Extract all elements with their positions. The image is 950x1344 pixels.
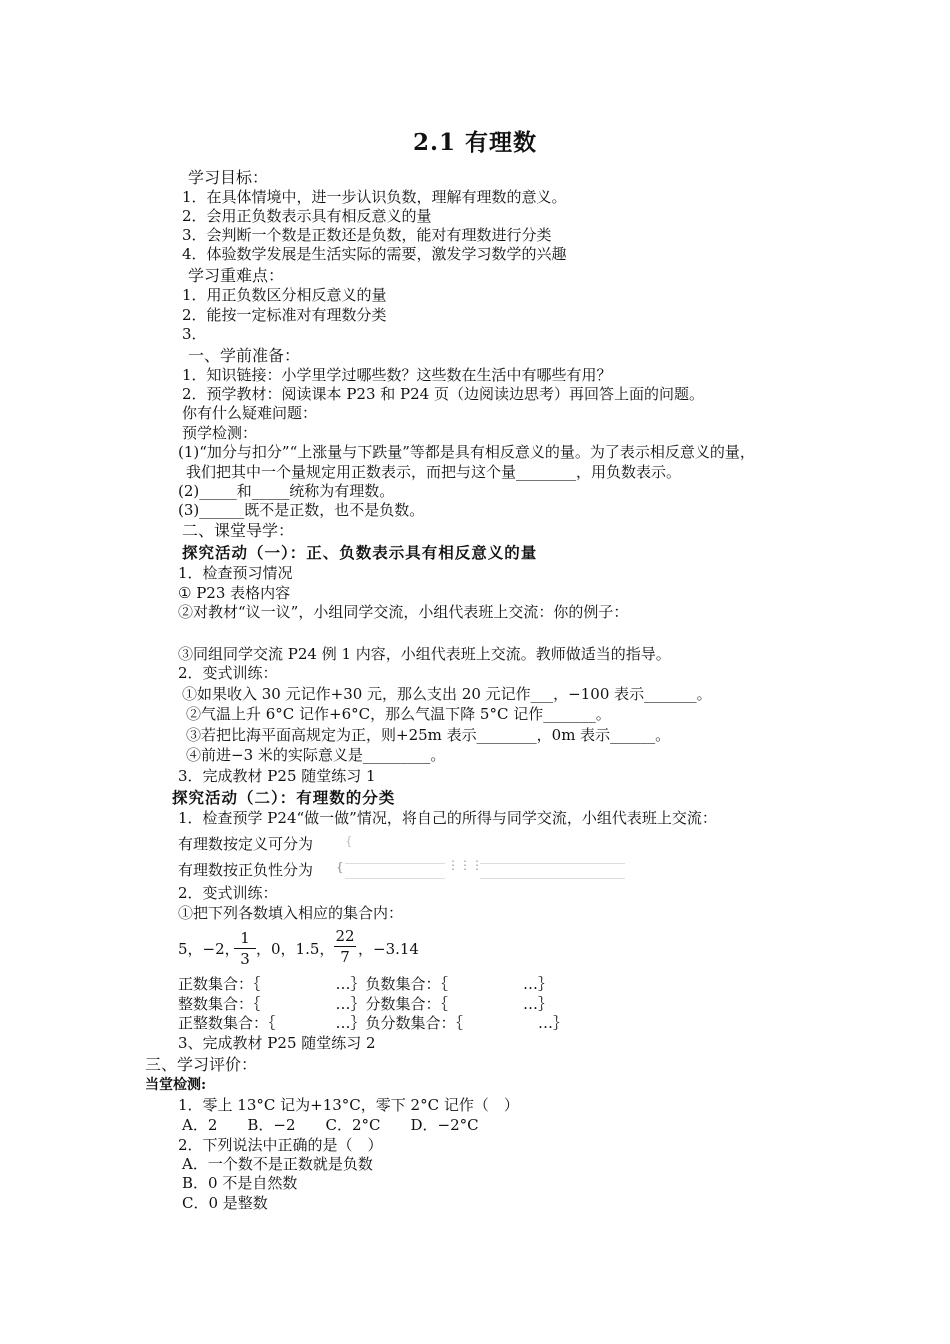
prep-item: 2．预学教材：阅读课本 P23 和 P24 页（边阅读边思考）再回答上面的问题。 [182,385,704,403]
activity1-line: ③同组同学交流 P24 例 1 内容，小组代表班上交流。教师做适当的指导。 [178,645,671,663]
fraction-one-third [234,928,256,969]
question-options: A．2 B．−2 C．2°C D．−2°C [182,1116,479,1134]
prep-item: 预学检测： [182,424,258,442]
practice-line: 3、完成教材 P25 随堂练习 2 [178,1034,376,1052]
activity1-line: ②对教材“议一议”，小组同学交流，小组代表班上交流：你的例子： [178,603,629,621]
activity1-title: 探究活动（一）：正、负数表示具有相反意义的量 [182,543,538,562]
activity1-line: ① P23 表格内容 [178,584,291,602]
activity1-line: 3．完成教材 P25 随堂练习 1 [178,767,376,785]
fraction-denominator: 3 [240,950,250,968]
numbers-part: 5，−2， [178,940,240,958]
goal-item: 2．会用正负数表示具有相反意义的量 [182,207,432,225]
activity1-line: 1．检查预习情况 [178,564,293,582]
activity1-line: ④前进−3 米的实际意义是_________。 [186,746,446,764]
faint-brace-mark: { [336,860,344,874]
prep-heading: 一、学前准备： [188,346,301,365]
activity1-line: 2．变式训练： [178,664,278,682]
classification-blank [345,863,445,879]
fraction-numerator: 22 [335,927,355,945]
class-heading: 二、课堂导学： [182,521,295,540]
prep-item: (1)“加分与扣分”“上涨量与下跌量”等都是具有相反意义的量。为了表示相反意义的量， [178,443,755,461]
prep-item: 你有什么疑难问题： [182,404,318,422]
question-line: 1．零上 13°C 记为+13°C，零下 2°C 记作（ ） [178,1096,519,1114]
keypoint-item: 3． [182,325,207,343]
activity2-line: 有理数按正负性分为 [178,861,314,879]
prep-item: (3)______既不是正数，也不是负数。 [178,501,425,519]
fraction-numerator: 1 [234,928,256,949]
question-option: B．0 不是自然数 [182,1174,298,1192]
set-line: 正整数集合：｛ …｝负分数集合：｛ …｝ [178,1014,569,1032]
activity1-line: ①如果收入 30 元记作+30 元，那么支出 20 元记作___，−100 表示_______。 [182,685,712,703]
goal-item: 1．在具体情境中，进一步认识负数，理解有理数的意义。 [182,188,567,206]
activity2-line: 有理数按定义可分为 [178,835,314,853]
numbers-part: ，−3.14 [358,940,419,958]
keypoints-heading: 学习重难点： [188,266,285,285]
keypoint-item: 2．能按一定标准对有理数分类 [182,306,387,324]
activity1-line: ③若把比海平面高规定为正，则+25m 表示________，0m 表示______。 [186,726,671,744]
classification-blank [480,863,625,879]
activity1-line: ②气温上升 6°C 记作+6°C，那么气温下降 5°C 记作_______。 [186,705,611,723]
set-line: 正数集合：｛ …｝负数集合：｛ …｝ [178,975,554,993]
goal-item: 4．体验数学发展是生活实际的需要，激发学习数学的兴趣 [182,245,567,263]
prep-item: 我们把其中一个量规定用正数表示，而把与这个量________，用负数表示。 [186,463,682,481]
faint-brace-mark: ⋮⋮⋮ [447,858,483,872]
fraction-denominator: 7 [340,948,350,966]
goals-heading: 学习目标： [188,168,269,187]
question-option: A．一个数不是正数就是负数 [182,1155,373,1173]
set-line: 整数集合：｛ …｝分数集合：｛ …｝ [178,995,554,1013]
prep-item: (2)_____和_____统称为有理数。 [178,482,395,500]
fraction-22-7 [334,926,356,967]
activity2-title: 探究活动（二）：有理数的分类 [172,788,396,807]
faint-brace-mark: { [345,834,353,848]
evaluation-subheading: 当堂检测: [145,1077,207,1093]
question-line: 2．下列说法中正确的是（ ） [178,1136,383,1154]
goal-item: 3．会判断一个数是正数还是负数，能对有理数进行分类 [182,226,552,244]
activity2-line: 1．检查预学 P24“做一做”情况，将自己的所得与同学交流，小组代表班上交流： [178,809,717,827]
evaluation-heading: 三、学习评价： [145,1055,258,1074]
keypoint-item: 1．用正负数区分相反意义的量 [182,286,387,304]
numbers-part: ，0，1.5， [256,940,335,958]
prep-item: 1．知识链接：小学里学过哪些数？这些数在生活中有哪些有用？ [182,366,612,384]
activity2-line: ①把下列各数填入相应的集合内： [178,904,404,922]
activity2-line: 2．变式训练： [178,884,278,902]
question-option: C．0 是整数 [182,1194,268,1212]
page-title: 2.1 有理数 [412,129,538,156]
